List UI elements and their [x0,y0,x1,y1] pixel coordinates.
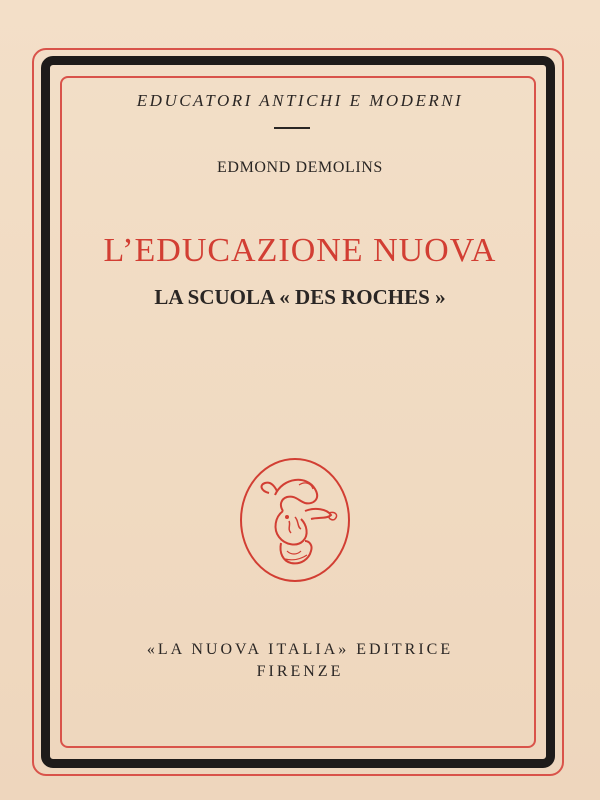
book-title: L’EDUCAZIONE NUOVA [103,232,497,269]
publisher-city: FIRENZE [256,663,344,680]
book-subtitle: LA SCUOLA « DES ROCHES » [154,285,446,309]
oval-emblem-icon [235,455,355,585]
publisher-name: «LA NUOVA ITALIA» EDITRICE [146,641,454,658]
divider-rule [274,127,310,129]
author-name: EDMOND DEMOLINS [217,159,383,176]
series-title: EDUCATORI ANTICHI E MODERNI [136,91,464,110]
